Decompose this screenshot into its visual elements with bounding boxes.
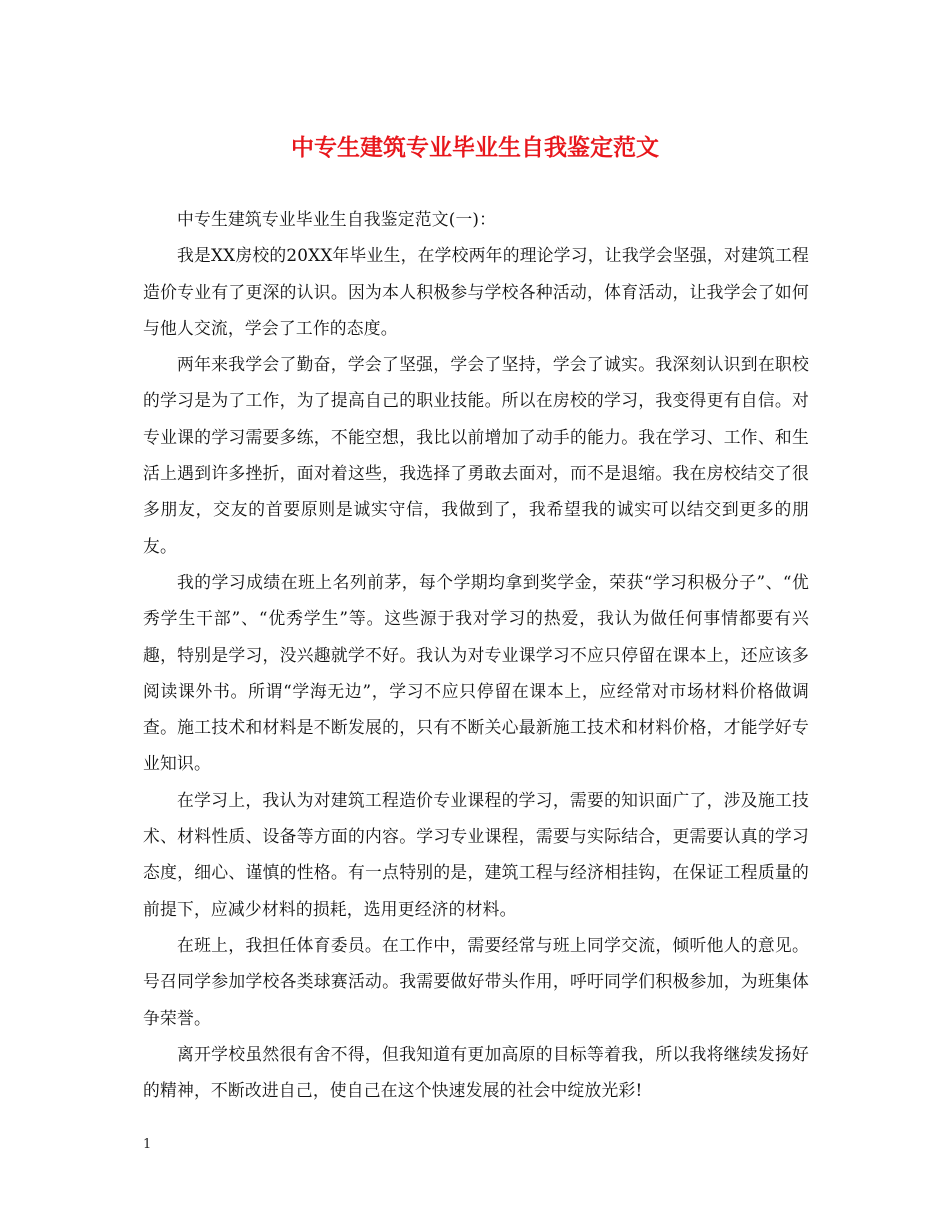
page-number: 1	[143, 1137, 152, 1152]
paragraph: 离开学校虽然很有舍不得，但我知道有更加高原的目标等着我，所以我将继续发扬好的精神，不断改进自己，使自己在这个快速发展的社会中绽放光彩!	[143, 1043, 809, 1101]
paragraph-heading: 中专生建筑专业毕业生自我鉴定范文(一)：	[177, 209, 497, 229]
paragraph: 我的学习成绩在班上名列前茅，每个学期均拿到奖学金，荣获“学习积极分子”、“优秀学生干部”、“优秀学生”等。这些源于我对学习的热爱，我认为做任何事情都要有兴趣，特别是学习，没兴趣就学不好。我认为对专业课学习不应只停留在课本上，还应该多阅读课外书。所谓“学海无边”，学习不应只停留在课本上，应经常对市场材料价格做调查。施工技术和材料是不断发展的，只有不断关心最新施工技术和材料价格，才能学好专业知识。	[143, 571, 809, 774]
document-title: 中专生建筑专业毕业生自我鉴定范文	[291, 135, 659, 161]
paragraph: 在学习上，我认为对建筑工程造价专业课程的学习，需要的知识面广了，涉及施工技术、材料性质、设备等方面的内容。学习专业课程，需要与实际结合，更需要认真的学习态度，细心、谨慎的性格。有一点特别的是，建筑工程与经济相挂钩，在保证工程质量的前提下，应减少材料的损耗，选用更经济的材料。	[143, 789, 809, 919]
paragraph: 我是XX房校的20XX年毕业生，在学校两年的理论学习，让我学会坚强，对建筑工程造价专业有了更深的认识。因为本人积极参与学校各种活动，体育活动，让我学会了如何与他人交流，学会了工作的态度。	[143, 245, 809, 338]
paragraph: 在班上，我担任体育委员。在工作中，需要经常与班上同学交流，倾听他人的意见。号召同学参加学校各类球赛活动。我需要做好带头作用，呼吁同学们积极参加，为班集体争荣誉。	[143, 934, 809, 1028]
document-body	[143, 201, 809, 1108]
paragraph: 两年来我学会了勤奋，学会了坚强，学会了坚持，学会了诚实。我深刻认识到在职校的学习是为了工作，为了提高自己的职业技能。所以在房校的学习，我变得更有自信。对专业课的学习需要多练，不能空想，我比以前增加了动手的能力。我在学习、工作、和生活上遇到许多挫折，面对着这些，我选择了勇敢去面对，而不是退缩。我在房校结交了很多朋友，交友的首要原则是诚实守信，我做到了，我希望我的诚实可以结交到更多的朋友。	[143, 354, 809, 556]
